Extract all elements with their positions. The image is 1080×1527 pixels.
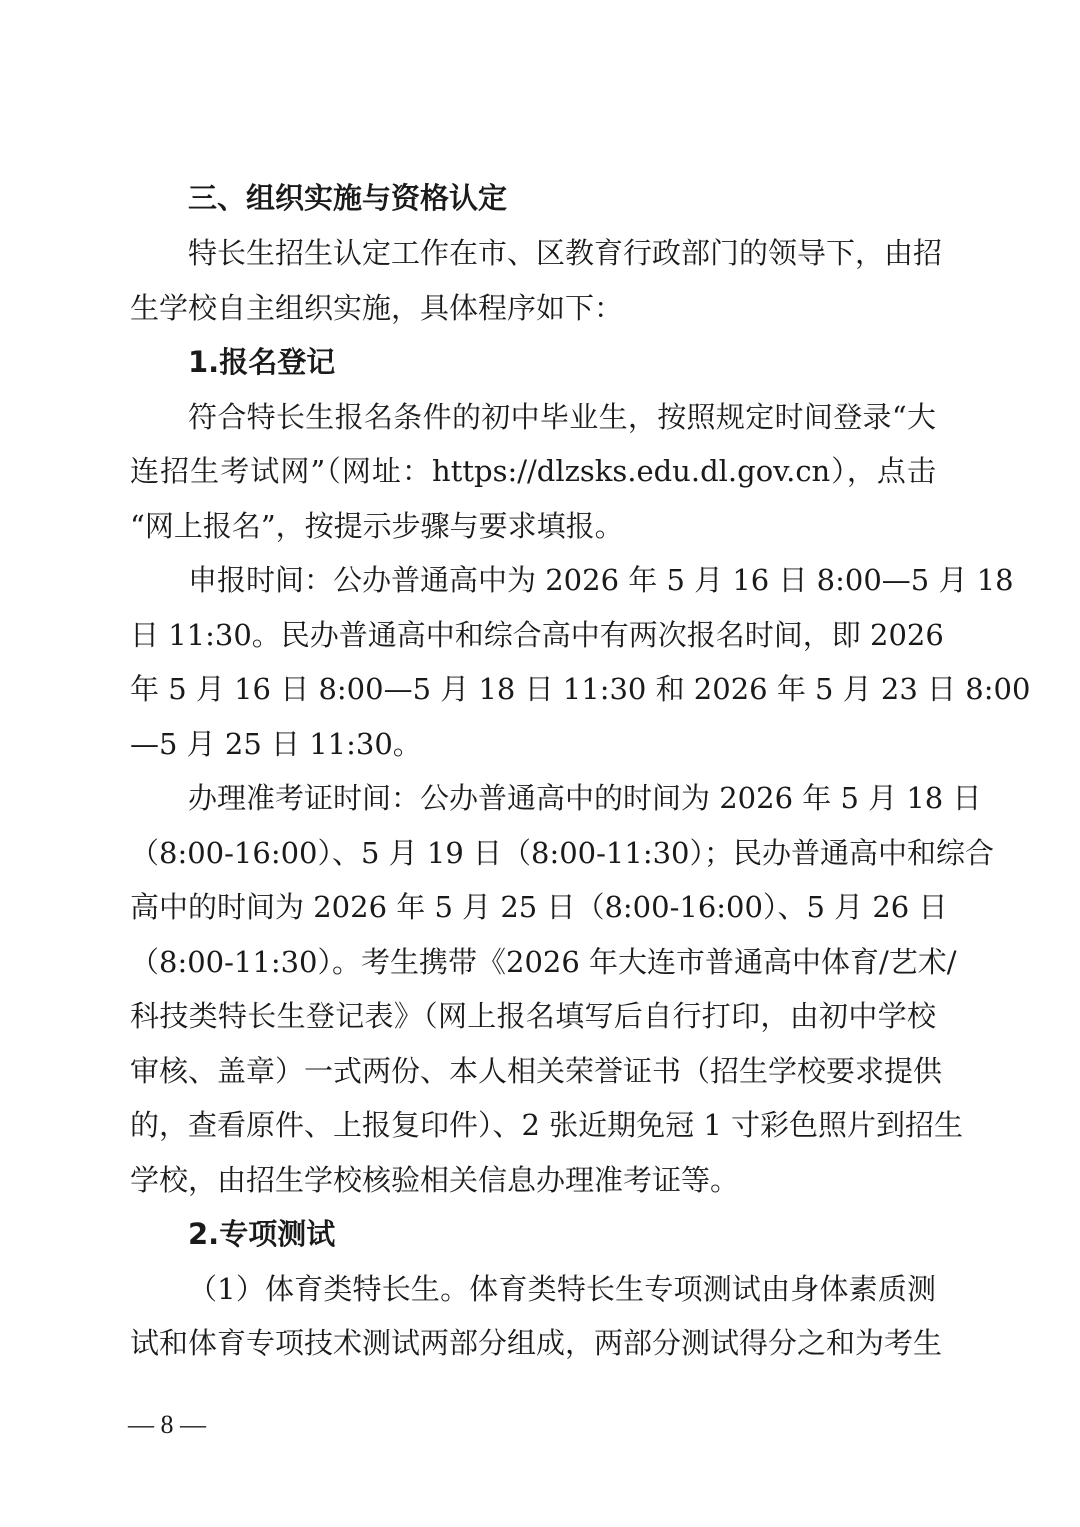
paragraph-line: —5 月 25 日 11:30。 xyxy=(130,727,422,761)
paragraph-line: （1）体育类特长生。体育类特长生专项测试由身体素质测 xyxy=(188,1272,936,1306)
paragraph-line: 高中的时间为 2026 年 5 月 25 日（8:00-16:00）、5 月 26 日 xyxy=(130,890,948,924)
page-number: — 8 — xyxy=(128,1410,206,1439)
paragraph-line: 生学校自主组织实施，具体程序如下： xyxy=(130,291,624,325)
paragraph-line: （8:00-16:00）、5 月 19 日（8:00-11:30）；民办普通高中和综合 xyxy=(130,836,994,870)
item-heading-registration: 1.报名登记 xyxy=(188,345,336,379)
paragraph-line: 审核、盖章）一式两份、本人相关荣誉证书（招生学校要求提供 xyxy=(130,1054,943,1088)
paragraph-line: （8:00-11:30）。考生携带《2026 年大连市普通高中体育/艺术/ xyxy=(130,945,957,979)
paragraph-line: 日 11:30。民办普通高中和综合高中有两次报名时间，即 2026 xyxy=(130,618,944,652)
paragraph-line: 申报时间：公办普通高中为 2026 年 5 月 16 日 8:00—5 月 18 xyxy=(188,563,1014,597)
section-heading: 三、组织实施与资格认定 xyxy=(188,181,508,215)
item-heading-special-test: 2.专项测试 xyxy=(188,1217,336,1251)
paragraph-line: 连招生考试网”（网址：https://dlzsks.edu.dl.gov.cn），点击 xyxy=(130,454,936,488)
paragraph-line: 学校，由招生学校核验相关信息办理准考证等。 xyxy=(130,1163,740,1197)
paragraph-line: 科技类特长生登记表》（网上报名填写后自行打印，由初中学校 xyxy=(130,999,936,1033)
paragraph-line: 符合特长生报名条件的初中毕业生，按照规定时间登录“大 xyxy=(188,400,936,434)
paragraph-line: 特长生招生认定工作在市、区教育行政部门的领导下，由招 xyxy=(188,236,943,270)
paragraph-line: 的，查看原件、上报复印件）、2 张近期免冠 1 寸彩色照片到招生 xyxy=(130,1108,964,1142)
paragraph-line: “网上报名”，按提示步骤与要求填报。 xyxy=(130,509,624,543)
paragraph-line: 办理准考证时间：公办普通高中的时间为 2026 年 5 月 18 日 xyxy=(188,781,982,815)
paragraph-line: 试和体育专项技术测试两部分组成，两部分测试得分之和为考生 xyxy=(130,1326,943,1360)
paragraph-line: 年 5 月 16 日 8:00—5 月 18 日 11:30 和 2026 年 5 月 23 日 8:00 xyxy=(130,672,1031,706)
